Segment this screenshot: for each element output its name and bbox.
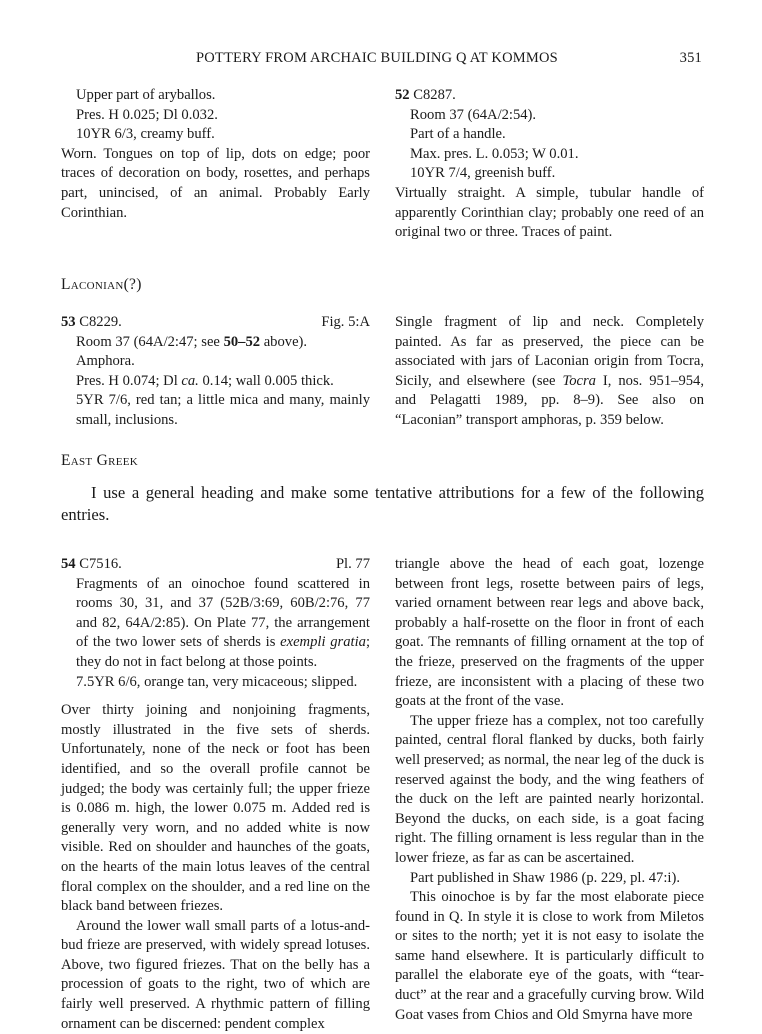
fabric: 7.5YR 6/6, orange tan, very micaceous; slipped. (76, 673, 358, 690)
page-number: 351 (679, 50, 702, 66)
catalog-entry-53 (61, 313, 370, 431)
line: Part of a handle. (410, 126, 506, 143)
vessel-type: Amphora. (76, 353, 135, 370)
catalog-entry-54 (61, 555, 370, 1034)
inventory-number: C8229. (79, 314, 122, 330)
inventory-number: C7516. (79, 556, 122, 572)
find-context: Fragments of an oinochoe found scattered in rooms 30, 31, and 37 (52B/3:69, 60B/2:76, 77 and 82, 64A/2:85). On Plate 77, the arrangement of the two lower sets of sherds is exempli gratia; they do not in fact belong at those points. (76, 575, 370, 670)
section-heading-east-greek: East Greek (61, 452, 139, 469)
dimensions: Pres. H 0.074; Dl ca. 0.14; wall 0.005 thick. (76, 372, 334, 389)
entry-number: 53 (61, 314, 76, 330)
description: Single fragment of lip and neck. Completely painted. As far as preserved, the piece can be associated with jars of Laconian origin from Tocra, Sicily, and elsewhere (see Tocra I, nos. 951–954, and Pelagatti 1989, pp. 8–9). See also on “Laconian” transport amphoras, p. 359 below. (395, 314, 704, 428)
line: Room 37 (64A/2:54). (410, 106, 537, 123)
description-paragraph: This oinochoe is by far the most elaborate piece found in Q. In style it is close to work from Miletos or sites to the north; yet it is not easy to isolate the same hand elsewhere. It is particularly difficult to parallel the elaborate eye of the goats, with “tear-duct” at the rear and a gracefully curving brow. Wild Goat vases from Chios and Old Smyrna have more (395, 889, 704, 1023)
line: Max. pres. L. 0.053; W 0.01. (410, 145, 579, 162)
line: Upper part of aryballos. (76, 87, 216, 103)
description-paragraph: The upper frieze has a complex, not too carefully painted, central floral flanked by ducks, both fairly well preserved; as normal, the near leg of the duck is reserved against the body, and the wing feathers of the duck on the left are painted nearly horizontal. Beyond the ducks, on each side, is a goat facing right. The filling ornament is less regular than in the lower frieze, as far as can be ascertained. (395, 712, 704, 866)
line: 10YR 6/3, creamy buff. (76, 126, 215, 143)
plate-reference: Pl. 77 (335, 556, 370, 572)
description: Worn. Tongues on top of lip, dots on edge; poor traces of decoration on body, rosettes, and perhaps part, unincised, of an animal. Probably Early Corinthian. (61, 145, 370, 221)
entry-number: 54 (61, 556, 76, 572)
description: Virtually straight. A simple, tubular handle of apparently Corinthian clay; probably one reed of an original two or three. Traces of paint. (395, 184, 704, 241)
entry-number: 52 (395, 87, 410, 103)
description-paragraph: Part published in Shaw 1986 (p. 229, pl. 47:i). (410, 869, 680, 886)
running-title: POTTERY FROM ARCHAIC BUILDING Q AT KOMMOS (196, 50, 558, 66)
inventory-number: C8287. (413, 87, 456, 103)
catalog-entry-52 (395, 86, 704, 243)
intro-paragraph: I use a general heading and make some tentative attributions for a few of the following entries. (61, 483, 704, 524)
description-paragraph: Around the lower wall small parts of a lotus-and-bud frieze are preserved, with widely spread lotuses. Above, two figured friezes. That on the belly has a procession of goats to the right, two of which are fairly well preserved. A rhythmic pattern of filling ornament can be discerned: pendent complex (61, 917, 370, 1032)
fabric: 5YR 7/6, red tan; a little mica and many, mainly small, inclusions. (76, 392, 370, 428)
line: 10YR 7/4, greenish buff. (410, 165, 556, 182)
section-heading-laconian: Laconian(?) (61, 276, 142, 293)
figure-reference: Fig. 5:A (321, 314, 370, 330)
catalog-entry-54-continued (395, 555, 704, 1025)
description-paragraph: Over thirty joining and nonjoining fragments, mostly illustrated in the five sets of sherds. Unfortunately, none of the neck or foot has been identified, and so the overall profile cannot be judged; the body was certainly full; the upper frieze is 0.086 m. high, the lower 0.075 m. Added red is generally very worn, and no added white is now visible. Red on shoulder and haunches of the goats, on the hearts of the main lotus leaves of the central floral complex on the shoulder, and a red line on the black band between friezes. (61, 702, 370, 915)
description-paragraph: triangle above the head of each goat, lozenge between front legs, rosette between pairs of legs, varied ornament between rear legs and above back, probably a half-rosette on the floor in front of each goat. The remnants of filling ornament at the top of the frieze, preserved on the fragments of the upper frieze, are inconsistent with a placing of these two goats at the front of the vase. (395, 556, 704, 710)
catalog-entry-53-description (395, 313, 704, 431)
find-context: Room 37 (64A/2:47; see 50–52 above). (76, 333, 308, 350)
line: Pres. H 0.025; Dl 0.032. (76, 106, 218, 123)
aryballos-entry-continued (61, 86, 370, 223)
